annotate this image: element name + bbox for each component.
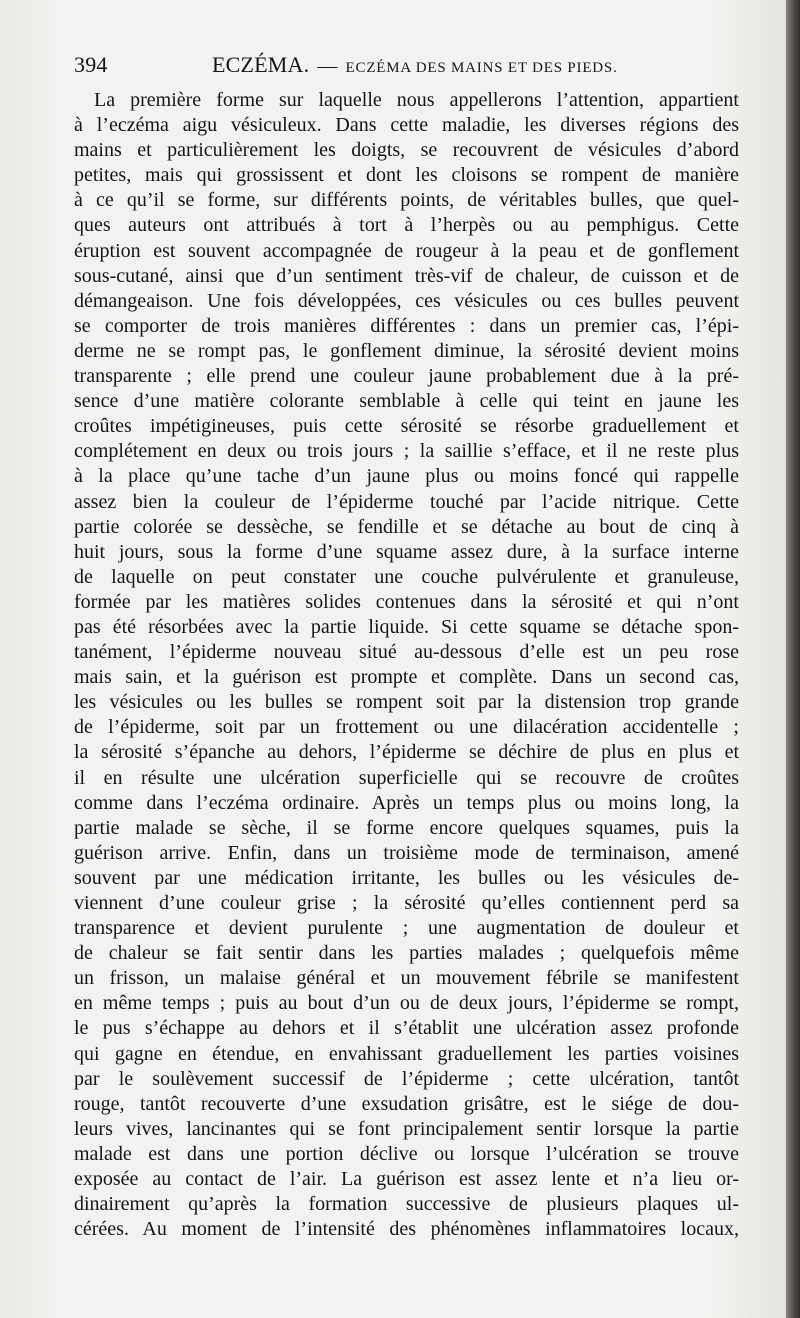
text-line: assez bien la couleur de l’épiderme touché par l’acide nitrique. Cette xyxy=(74,490,739,513)
text-line: par le soulèvement successif de l’épiderme ; cette ulcération, tantôt xyxy=(74,1067,739,1090)
text-line: se comporter de trois manières différentes : dans un premier cas, l’épi- xyxy=(74,314,739,337)
text-line: à ce qu’il se forme, sur différents points, de véritables bulles, que quel- xyxy=(74,189,739,212)
text-line: ques auteurs ont attribués à tort à l’herpès ou au pemphigus. Cette xyxy=(74,214,739,237)
text-line: transparente ; elle prend une couleur jaune probablement due à la pré- xyxy=(74,365,739,388)
text-line: guérison arrive. Enfin, dans un troisième mode de terminaison, amené xyxy=(74,841,739,864)
text-line: à la place qu’une tache d’un jaune plus ou moins foncé qui rappelle xyxy=(74,465,739,488)
text-line: il en résulte une ulcération superficielle qui se recouvre de croûtes xyxy=(74,766,739,789)
text-line: éruption est souvent accompagnée de rougeur à la peau et de gonflement xyxy=(74,239,739,262)
text-line: partie colorée se dessèche, se fendille et se détache au bout de cinq à xyxy=(74,515,739,538)
text-line: derme ne se rompt pas, le gonflement diminue, la sérosité devient moins xyxy=(74,339,739,362)
text-line: de l’épiderme, soit par un frottement ou une dilacération accidentelle ; xyxy=(74,716,739,739)
text-line: pas été résorbées avec la partie liquide. Si cette squame se détache spon- xyxy=(74,615,739,638)
text-line: la sérosité s’épanche au dehors, l’épiderme se déchire de plus en plus et xyxy=(74,741,739,764)
text-line: comme dans l’eczéma ordinaire. Après un temps plus ou moins long, la xyxy=(74,791,739,814)
page-number: 394 xyxy=(74,52,108,77)
text-line: de chaleur se fait sentir dans les parties malades ; quelquefois même xyxy=(74,942,739,965)
running-title xyxy=(212,52,618,78)
text-line: malade est dans une portion déclive ou lorsque l’ulcération se trouve xyxy=(74,1142,739,1165)
text-line: formée par les matières solides contenues dans la sérosité et qui n’ont xyxy=(74,590,739,613)
running-title-dash: — xyxy=(317,55,338,77)
text-line: viennent d’une couleur grise ; la sérosité qu’elles contiennent perd sa xyxy=(74,892,739,914)
text-line: dinairement qu’après la formation successive de plusieurs plaques ul- xyxy=(74,1193,739,1216)
text-line: exposée au contact de l’air. La guérison est assez lente et n’a lieu or- xyxy=(74,1168,739,1191)
text-line: qui gagne en étendue, en envahissant graduellement les parties voisines xyxy=(74,1042,739,1065)
text-line: mais sain, et la guérison est prompte et complète. Dans un second cas, xyxy=(74,666,739,689)
text-line: démangeaison. Une fois développées, ces vésicules ou ces bulles peuvent xyxy=(74,289,739,312)
text-line: souvent par une médication irritante, les bulles ou les vésicules de- xyxy=(74,866,739,889)
text-line: en même temps ; puis au bout d’un ou de deux jours, l’épiderme se rompt, xyxy=(74,992,739,1015)
text-line: huit jours, sous la forme d’une squame assez dure, à la surface interne xyxy=(74,540,739,563)
text-line: mains et particulièrement les doigts, se recouvrent de vésicules d’abord xyxy=(74,139,739,162)
text-line: transparence et devient purulente ; une augmentation de douleur et xyxy=(74,917,739,940)
text-line: partie malade se sèche, il se forme encore quelques squames, puis la xyxy=(74,816,739,839)
text-line: de laquelle on peut constater une couche pulvérulente et granuleuse, xyxy=(74,565,739,588)
text-line: rouge, tantôt recouverte d’une exsudation grisâtre, est le siége de dou- xyxy=(74,1092,739,1115)
text-line: sence d’une matière colorante semblable à celle qui teint en jaune les xyxy=(74,390,739,413)
text-line: cérées. Au moment de l’intensité des phénomènes inflammatoires locaux, xyxy=(74,1218,739,1241)
text-line: petites, mais qui grossissent et dont les cloisons se rompent de manière xyxy=(74,164,739,187)
text-line: tanément, l’épiderme nouveau situé au-dessous d’elle est un peu rose xyxy=(74,641,739,664)
text-line: croûtes impétigineuses, puis cette sérosité se résorbe graduellement et xyxy=(74,415,739,438)
running-title-sub: ECZÉMA DES MAINS ET DES PIEDS. xyxy=(345,60,618,76)
text-line: La première forme sur laquelle nous appellerons l’attention, appartient xyxy=(94,89,739,111)
running-header xyxy=(74,52,742,82)
text-line: les vésicules ou les bulles se rompent soit par la distension trop grande xyxy=(74,691,739,714)
page-edge xyxy=(786,0,800,1318)
text-line: leurs vives, lancinantes qui se font principalement sentir lorsque la partie xyxy=(74,1117,739,1140)
text-line: complétement en deux ou trois jours ; la saillie s’efface, et il ne reste plus xyxy=(74,440,739,463)
text-line: le pus s’échappe au dehors et il s’établit une ulcération assez profonde xyxy=(74,1017,739,1040)
text-line: sous-cutané, ainsi que d’un sentiment très-vif de chaleur, de cuisson et de xyxy=(74,264,739,287)
running-title-main: ECZÉMA. xyxy=(212,52,310,77)
text-line: un frisson, un malaise général et un mouvement fébrile se manifestent xyxy=(74,967,739,990)
text-line: à l’eczéma aigu vésiculeux. Dans cette maladie, les diverses régions des xyxy=(74,114,739,137)
body-text xyxy=(74,88,739,1242)
